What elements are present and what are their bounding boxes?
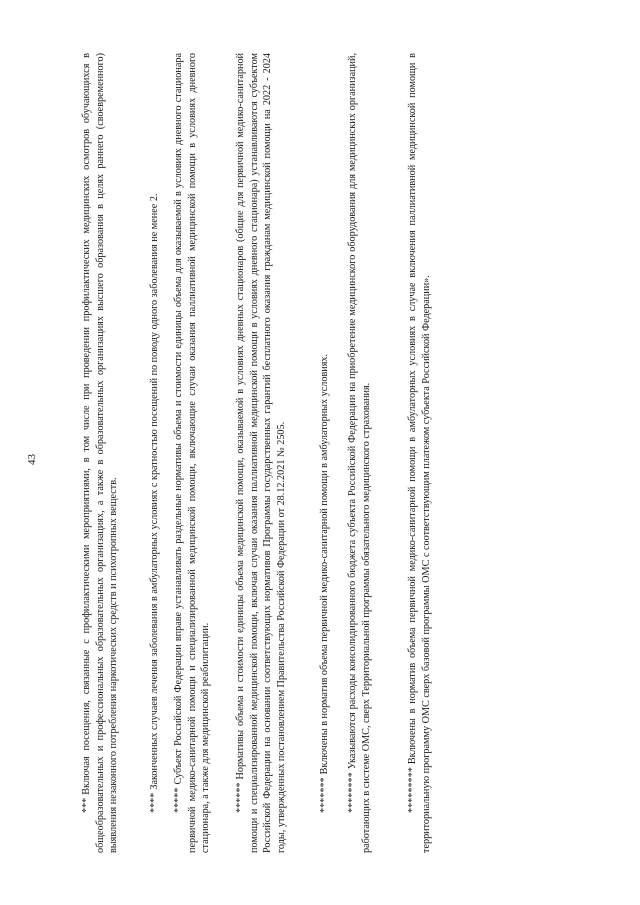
footnote-text: Нормативы объема и стоимости единицы объема медицинской помощи, оказываемой в условиях дневных стационаров (общие для первичной медико-санитарной помощи и специализированной медицинской помощи, включая случаи оказания паллиативной медицинской помощи в условиях дневного стационара) устанавливаются субъектом Российской Федерации на основании соответствующих нормативов Программы государственных гарантий бесплатного оказания гражданам медицинской помощи на 2022 - 2024 годы, утвержденных постановлением Правительства Российской Федерации от 28.12.2021 № 2505. xyxy=(235,53,288,853)
footnote-text: Субъект Российской Федерации вправе устанавливать раздельные нормативы объема и стоимости единицы объема для оказываемой в условиях дневного стационара первичной медико-санитарной помощи и специализированной медицинской помощи, включающие случаи оказания паллиативной медицинской помощи в условиях дневного стационара, а также для медицинской реабилитации. xyxy=(173,53,212,853)
page-number: 43 xyxy=(26,454,38,465)
footnote-text: Указываются расходы консолидированного бюджета субъекта Российской Федерации на приобретение медицинского оборудования для медицинских организаций, работающих в системе ОМС, сверх Территориальной программы обязательного медицинского страхования. xyxy=(347,53,372,853)
footnote-mark: *** xyxy=(81,797,92,813)
footnote-mark: ********* xyxy=(407,767,418,813)
footnote-9 xyxy=(406,53,433,853)
footnote-text: Законченных случаев лечения заболевания в амбулаторных условиях с кратностью посещений по поводу одного заболевания не менее 2. xyxy=(149,193,160,790)
footnote-6 xyxy=(234,53,289,853)
footnote-mark: **** xyxy=(149,792,160,813)
footnote-mark: ******* xyxy=(319,777,330,813)
footnote-mark: ******** xyxy=(347,772,358,813)
footnote-mark: ****** xyxy=(235,782,246,813)
footnote-8 xyxy=(346,53,373,853)
footnote-4 xyxy=(148,53,162,853)
footnote-text: Включая посещения, связанные с профилактическими мероприятиями, в том числе при проведении профилактических медицинских осмотров обучающихся в общеобразовательных и профессиональных образовательных организациях, а также в образовательных организациях высшего образования в целях раннего (своевременного) выявления незаконного потребления наркотических средств и психотропных веществ. xyxy=(81,53,120,853)
footnote-5 xyxy=(172,53,213,853)
footnote-7 xyxy=(318,53,332,853)
footnote-mark: ***** xyxy=(173,787,184,813)
footnote-text: Включены в норматив объема первичной медико-санитарной помощи в амбулаторных условиях в случае включения паллиативной медицинской помощи в территориальную программу ОМС сверх базовой программы ОМС с соответствующим платежом субъекта Российской Федерации». xyxy=(407,53,432,853)
footnote-3 xyxy=(80,53,121,853)
footnote-text: Включены в норматив объема первичной медико-санитарной помощи в амбулаторных условиях. xyxy=(319,353,330,775)
